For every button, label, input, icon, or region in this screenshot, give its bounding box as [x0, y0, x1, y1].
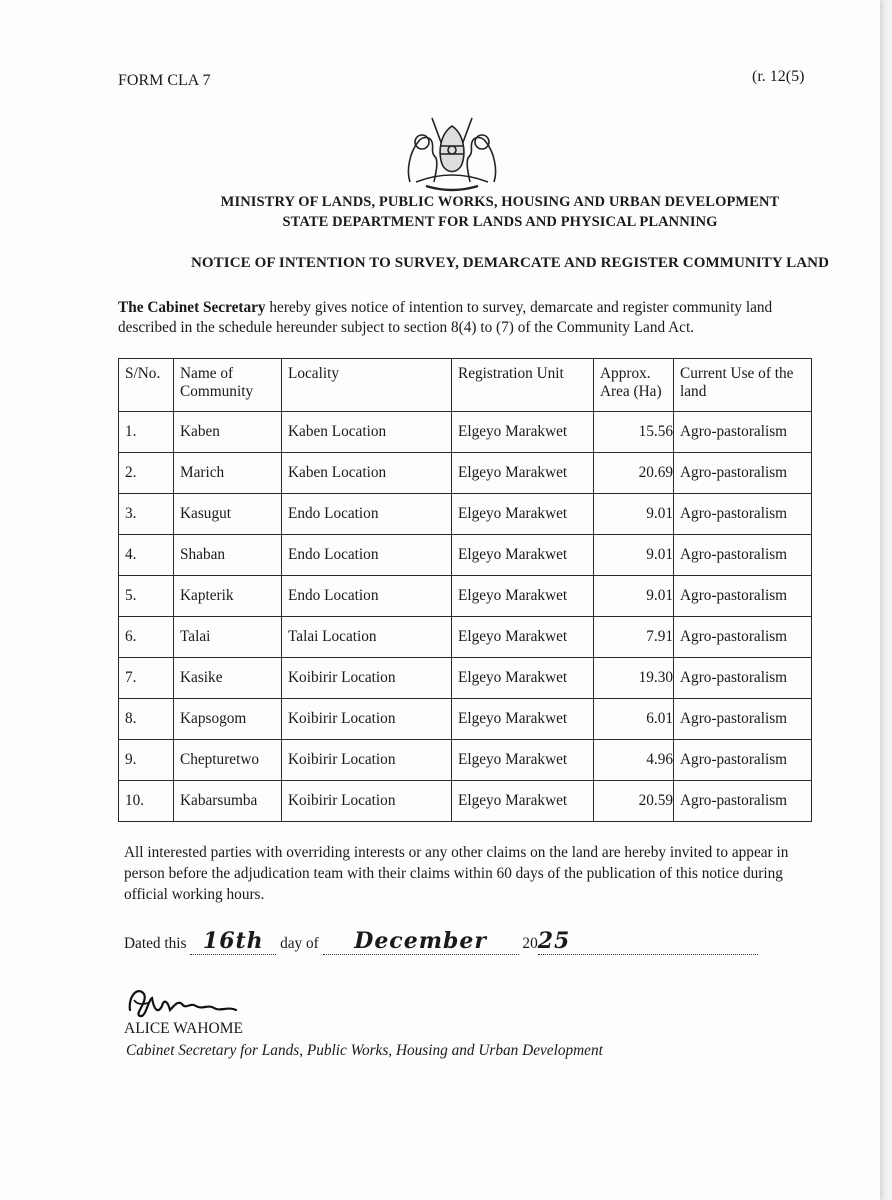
handwritten-year: 25	[537, 928, 571, 954]
cell-use: Agro-pastoralism	[674, 781, 812, 822]
cell-unit: Elgeyo Marakwet	[452, 699, 594, 740]
cell-area: 19.30	[594, 658, 674, 699]
cell-unit: Elgeyo Marakwet	[452, 740, 594, 781]
form-code: FORM CLA 7	[118, 72, 211, 89]
intro-lead: The Cabinet Secretary	[118, 299, 266, 316]
header-sno: S/No.	[119, 359, 174, 412]
cell-locality: Koibirir Location	[282, 781, 452, 822]
cell-use: Agro-pastoralism	[674, 617, 812, 658]
cell-locality: Endo Location	[282, 576, 452, 617]
department-heading: STATE DEPARTMENT FOR LANDS AND PHYSICAL PLANNING	[282, 214, 718, 230]
header-current-use: Current Use of the land	[674, 359, 812, 412]
cell-area: 7.91	[594, 617, 674, 658]
header-locality: Locality	[282, 359, 452, 412]
cell-unit: Elgeyo Marakwet	[452, 576, 594, 617]
cell-unit: Elgeyo Marakwet	[452, 617, 594, 658]
cell-locality: Kaben Location	[282, 412, 452, 453]
signatory-name: ALICE WAHOME	[124, 1020, 243, 1037]
dated-prefix: Dated this	[124, 935, 191, 952]
cell-sno: 2.	[119, 453, 174, 494]
header-area: Approx. Area (Ha)	[594, 359, 674, 412]
signatory-title: Cabinet Secretary for Lands, Public Works, Housing and Urban Development	[126, 1042, 603, 1059]
cell-unit: Elgeyo Marakwet	[452, 494, 594, 535]
cell-community: Kapterik	[174, 576, 282, 617]
cell-community: Marich	[174, 453, 282, 494]
cell-community: Kabarsumba	[174, 781, 282, 822]
cell-community: Kaben	[174, 412, 282, 453]
cell-use: Agro-pastoralism	[674, 412, 812, 453]
table-header-row	[119, 359, 812, 412]
cell-locality: Kaben Location	[282, 453, 452, 494]
cell-locality: Endo Location	[282, 494, 452, 535]
schedule-table	[118, 358, 812, 822]
cell-use: Agro-pastoralism	[674, 535, 812, 576]
table-row	[119, 781, 812, 822]
cell-sno: 10.	[119, 781, 174, 822]
cell-locality: Koibirir Location	[282, 658, 452, 699]
rule-reference: (r. 12(5)	[752, 68, 805, 85]
cell-use: Agro-pastoralism	[674, 453, 812, 494]
table-row	[119, 740, 812, 781]
cell-community: Chepturetwo	[174, 740, 282, 781]
cell-unit: Elgeyo Marakwet	[452, 412, 594, 453]
cell-sno: 8.	[119, 699, 174, 740]
intro-paragraph	[118, 298, 818, 338]
cell-sno: 3.	[119, 494, 174, 535]
dated-day-of: day of	[276, 935, 323, 952]
cell-area: 20.69	[594, 453, 674, 494]
table-row	[119, 453, 812, 494]
cell-sno: 6.	[119, 617, 174, 658]
cell-use: Agro-pastoralism	[674, 576, 812, 617]
intro-text: hereby gives notice of intention to survey, demarcate and register community land described in the schedule hereunder subject to section 8(4) to (7) of the Community Land Act.	[118, 299, 773, 336]
cell-sno: 4.	[119, 535, 174, 576]
handwritten-month: December	[354, 928, 487, 954]
table-row	[119, 494, 812, 535]
cell-locality: Talai Location	[282, 617, 452, 658]
cell-unit: Elgeyo Marakwet	[452, 781, 594, 822]
table-row	[119, 658, 812, 699]
cell-locality: Koibirir Location	[282, 699, 452, 740]
cell-sno: 5.	[119, 576, 174, 617]
cell-use: Agro-pastoralism	[674, 658, 812, 699]
cell-locality: Endo Location	[282, 535, 452, 576]
header-registration-unit: Registration Unit	[452, 359, 594, 412]
handwritten-day: 16th	[202, 928, 264, 954]
ministry-heading: MINISTRY OF LANDS, PUBLIC WORKS, HOUSING AND URBAN DEVELOPMENT	[220, 194, 780, 210]
cell-community: Shaban	[174, 535, 282, 576]
coat-of-arms-emblem	[396, 112, 508, 194]
cell-use: Agro-pastoralism	[674, 740, 812, 781]
cell-area: 9.01	[594, 576, 674, 617]
table-row	[119, 699, 812, 740]
cell-locality: Koibirir Location	[282, 740, 452, 781]
cell-sno: 1.	[119, 412, 174, 453]
cell-unit: Elgeyo Marakwet	[452, 453, 594, 494]
cell-unit: Elgeyo Marakwet	[452, 658, 594, 699]
cell-area: 4.96	[594, 740, 674, 781]
table-row	[119, 412, 812, 453]
cell-use: Agro-pastoralism	[674, 494, 812, 535]
cell-unit: Elgeyo Marakwet	[452, 535, 594, 576]
table-row	[119, 576, 812, 617]
cell-community: Talai	[174, 617, 282, 658]
closing-paragraph: All interested parties with overriding interests or any other claims on the land are hereby invited to appear in person before the adjudication team with their claims within 60 days of the publication of this notice during official working hours.	[124, 844, 789, 903]
table-row	[119, 535, 812, 576]
cell-area: 15.56	[594, 412, 674, 453]
header-community: Name of Community	[174, 359, 282, 412]
cell-area: 9.01	[594, 535, 674, 576]
cell-community: Kapsogom	[174, 699, 282, 740]
cell-area: 6.01	[594, 699, 674, 740]
cell-sno: 9.	[119, 740, 174, 781]
cell-sno: 7.	[119, 658, 174, 699]
dated-year-prefix: 20	[518, 935, 538, 952]
cell-area: 20.59	[594, 781, 674, 822]
table-row	[119, 617, 812, 658]
dated-line	[124, 928, 824, 955]
cell-community: Kasike	[174, 658, 282, 699]
cell-community: Kasugut	[174, 494, 282, 535]
cell-area: 9.01	[594, 494, 674, 535]
notice-title: NOTICE OF INTENTION TO SURVEY, DEMARCATE AND REGISTER COMMUNITY LAND	[190, 255, 830, 271]
cell-use: Agro-pastoralism	[674, 699, 812, 740]
